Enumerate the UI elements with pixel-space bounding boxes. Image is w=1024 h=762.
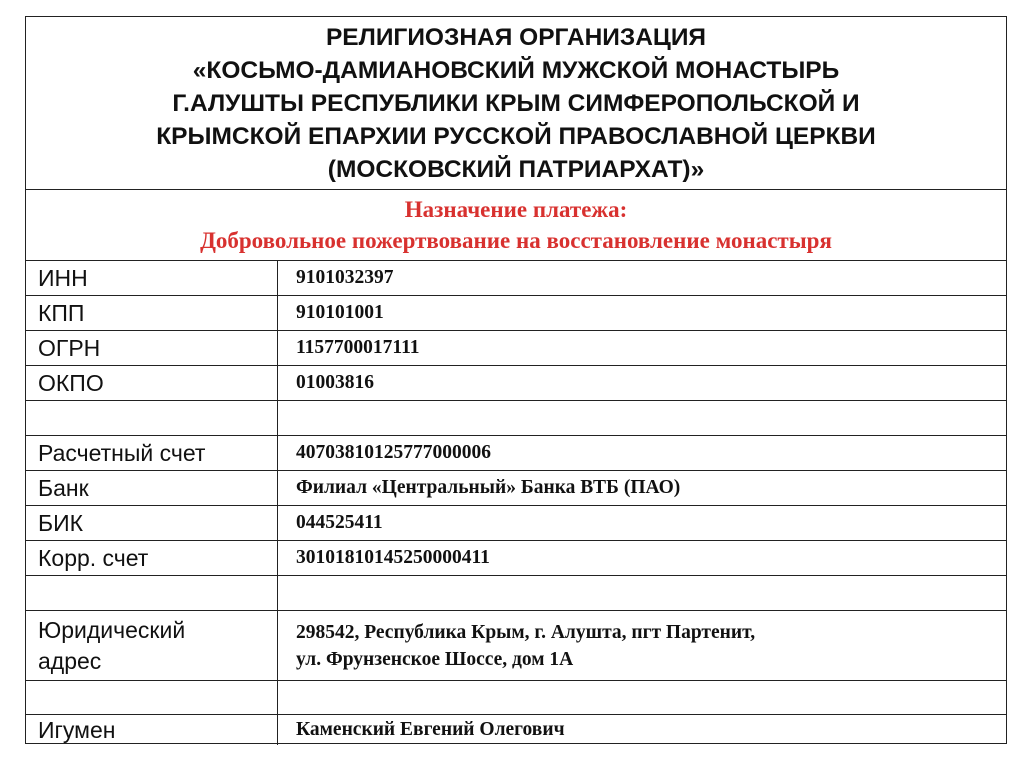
row-value: 910101001 <box>296 302 384 323</box>
header-line: КРЫМСКОЙ ЕПАРХИИ РУССКОЙ ПРАВОСЛАВНОЙ ЦЕРКВИ <box>156 122 876 150</box>
table-row-okpo <box>26 366 1006 401</box>
row-value: Филиал «Центральный» Банка ВТБ (ПАО) <box>296 477 681 498</box>
table-row-kpp <box>26 296 1006 331</box>
row-value: 1157700017111 <box>296 337 420 358</box>
table-row-inn <box>26 261 1006 296</box>
row-label: БИК <box>26 506 278 540</box>
row-value: 01003816 <box>296 372 374 393</box>
row-label: ИНН <box>26 261 278 295</box>
row-label-line: адрес <box>38 647 102 674</box>
row-value: 40703810125777000006 <box>296 442 491 463</box>
header-line: «КОСЬМО-ДАМИАНОВСКИЙ МУЖСКОЙ МОНАСТЫРЬ <box>192 56 840 84</box>
row-label: Игумен <box>26 715 278 745</box>
row-value: 044525411 <box>296 512 383 533</box>
table-row-account <box>26 436 1006 471</box>
table-row-bik <box>26 506 1006 541</box>
payment-purpose-label: Назначение платежа: <box>404 197 628 222</box>
row-label <box>26 611 278 680</box>
row-label <box>26 681 278 714</box>
row-label <box>26 401 278 435</box>
row-value: 30101810145250000411 <box>296 547 490 568</box>
table-row-empty <box>26 401 1006 436</box>
row-value-line: ул. Фрунзенское Шоссе, дом 1А <box>296 648 574 670</box>
row-label: КПП <box>26 296 278 330</box>
table-row-empty <box>26 681 1006 715</box>
header-line: Г.АЛУШТЫ РЕСПУБЛИКИ КРЫМ СИМФЕРОПОЛЬСКОЙ И <box>172 89 860 117</box>
table-row-empty <box>26 576 1006 611</box>
row-value: 9101032397 <box>296 267 394 288</box>
row-label: Банк <box>26 471 278 505</box>
payment-purpose <box>26 190 1006 261</box>
row-label: Корр. счет <box>26 541 278 575</box>
row-label: Расчетный счет <box>26 436 278 470</box>
header-line: (МОСКОВСКИЙ ПАТРИАРХАТ)» <box>327 155 705 183</box>
row-value <box>278 611 1006 680</box>
table-row-ogrn <box>26 331 1006 366</box>
row-value <box>278 576 1006 610</box>
table-row-hegumen <box>26 715 1006 745</box>
payment-purpose-text: Добровольное пожертвование на восстановление монастыря <box>200 228 832 253</box>
row-label <box>26 576 278 610</box>
row-label: ОГРН <box>26 331 278 365</box>
row-value: Каменский Евгений Олегович <box>296 719 565 740</box>
row-value-line: 298542, Республика Крым, г. Алушта, пгт Партенит, <box>296 621 756 643</box>
organization-header <box>26 17 1006 190</box>
table-row-corr-account <box>26 541 1006 576</box>
table-row-bank <box>26 471 1006 506</box>
row-value <box>278 681 1006 714</box>
row-value <box>278 401 1006 435</box>
row-label-line: Юридический <box>38 616 186 643</box>
row-label: ОКПО <box>26 366 278 400</box>
header-line: РЕЛИГИОЗНАЯ ОРГАНИЗАЦИЯ <box>325 23 707 51</box>
table-row-legal-address <box>26 611 1006 681</box>
requisites-document <box>25 16 1007 744</box>
